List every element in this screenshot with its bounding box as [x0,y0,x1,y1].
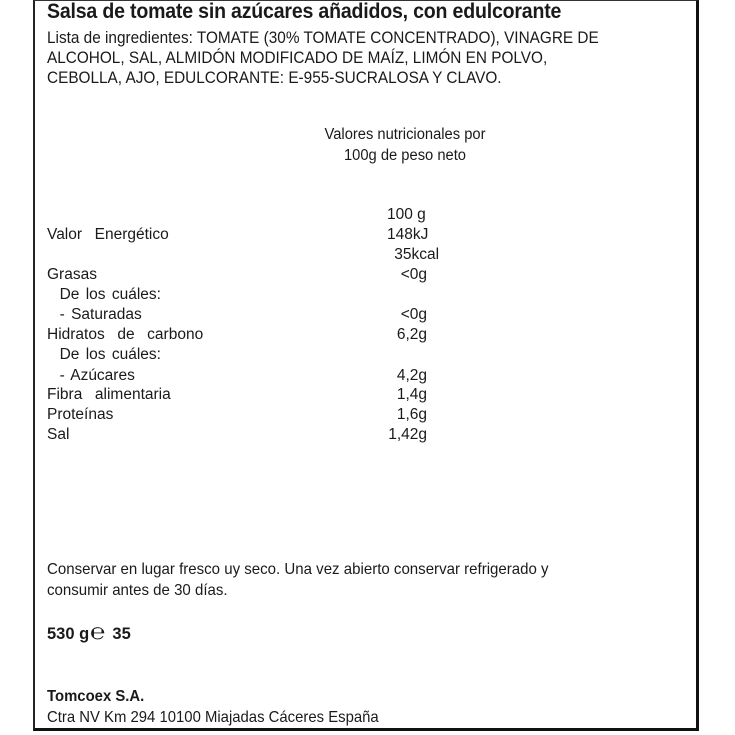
ingredients-list [47,28,599,88]
nutrition-row-carbs-of-which [47,345,447,365]
manufacturer-name: Tomcoex S.A. [47,688,145,705]
storage-line: Conservar en lugar fresco uy seco. Una vez abierto conservar refrigerado y [47,561,549,578]
nutrient-value: 148kJ [387,226,429,243]
nutrition-row-fat-of-which [47,285,447,305]
ingredients-line: ALCOHOL, SAL, ALMIDÓN MODIFICADO DE MAÍZ, LIMÓN EN POLVO, [47,49,548,67]
storage-line: consumir antes de 30 días. [47,582,228,599]
nutrient-name: Proteínas [47,406,114,423]
nutrient-value: 35kcal [390,246,440,263]
ingredients-line: Lista de ingredientes: TOMATE (30% TOMATE CONCENTRADO), VINAGRE DE [47,29,599,47]
nutrition-column-header-row [47,205,447,225]
nutrition-row-carbohydrates [47,325,447,345]
nutrient-name: - Azúcares [47,367,135,384]
nutrient-value: 1,6g [396,406,427,423]
nutrient-name: Hidratos de carbono [47,326,204,343]
manufacturer-address: Ctra NV Km 294 10100 Miajadas Cáceres España [47,709,379,726]
nutrient-value: 1,4g [396,386,427,403]
ingredients-line: CEBOLLA, AJO, EDULCORANTE: E-955-SUCRALOSA Y CLAVO. [47,69,502,87]
net-weight-value: 530 g [47,625,90,643]
net-weight [47,619,131,644]
storage-instructions [47,559,549,601]
nutrient-name: - Saturadas [47,306,142,323]
nutrition-row-fat [47,265,447,285]
net-weight-code: 35 [112,625,131,643]
nutrition-row-protein [47,405,447,425]
nutrition-header [286,124,524,166]
nutrient-name: Valor Energético [47,226,169,243]
nutrient-name: Grasas [47,266,97,283]
product-title: Salsa de tomate sin azúcares añadidos, con edulcorante [47,0,562,23]
estimated-sign-icon: ℮ [90,619,106,644]
nutrition-row-saturated [47,305,447,325]
nutrient-name: Fibra alimentaria [47,386,171,403]
nutrition-row-salt [47,425,447,445]
nutrient-value: <0g [400,266,427,283]
nutrition-row-sugars [47,366,447,386]
nutrition-row-energy-kcal [47,245,447,265]
nutrient-value: 4,2g [396,367,427,384]
nutrition-row-fibre [47,385,447,405]
nutrient-value: 1,42g [388,426,427,443]
nutrient-name: De los cuáles: [47,286,161,303]
nutrient-value: 6,2g [396,326,427,343]
nutrient-name: De los cuáles: [47,346,161,363]
nutrition-header-line: 100g de peso neto [343,147,466,164]
nutrition-column-header: 100 g [387,206,426,223]
nutrient-value: <0g [400,306,427,323]
nutrition-row-energy-kj [47,225,447,245]
nutrient-name: Sal [47,426,70,443]
nutrition-header-line: Valores nutricionales por [324,126,486,143]
